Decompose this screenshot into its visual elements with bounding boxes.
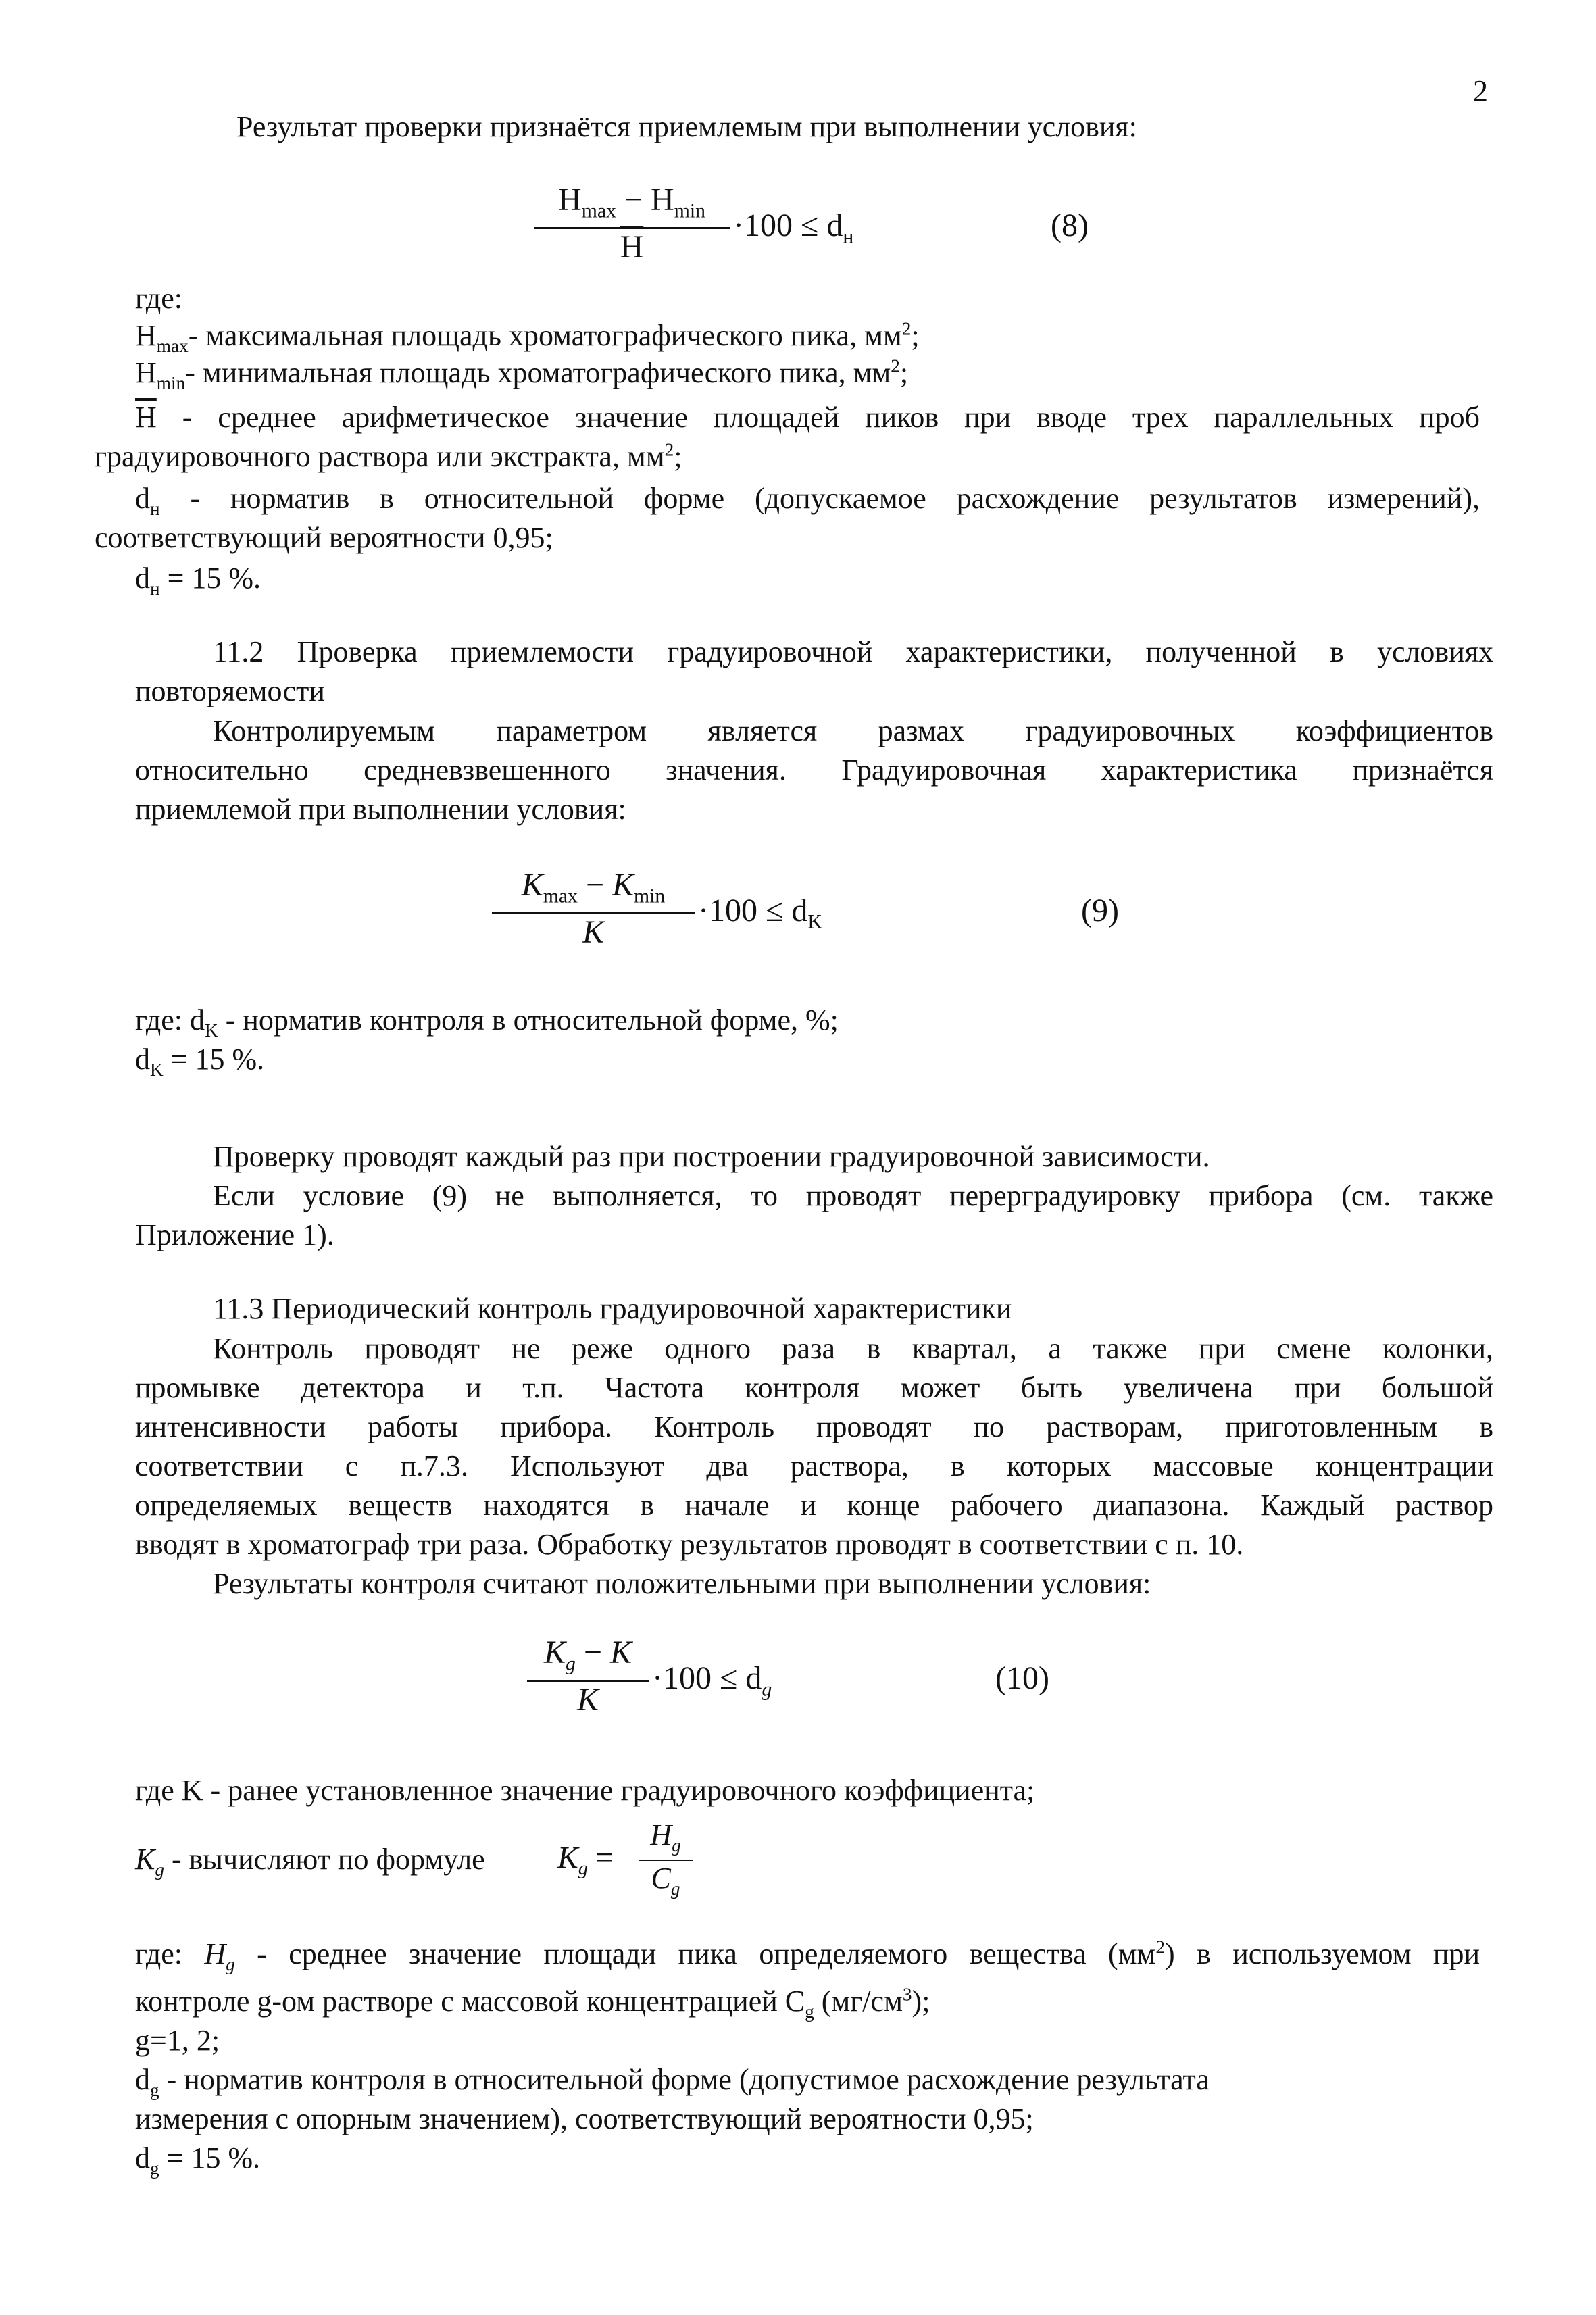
check-para-line3: Приложение 1).	[135, 1218, 334, 1251]
check-para-line2: Если условие (9) не выполняется, то проводят перерградуировку прибора (см. также	[213, 1179, 1493, 1212]
section-11-3-para-line4: соответствии с п.7.3. Используют два раствора, в которых массовые концентрации	[135, 1449, 1493, 1483]
hbar-definition-line1: $\overline{H}$ - среднее арифметическое значение площадей пиков при вводе трех параллельных проб	[135, 401, 1480, 434]
formula-10-denominator: K	[576, 1682, 599, 1718]
hmax-definition: $H_{max}-$ максимальная площадь хроматографического пика, $мм^2$;	[135, 318, 920, 356]
hmin-definition: $H_{min}-$ минимальная площадь хроматографического пика, $мм^2$;	[135, 355, 909, 393]
hg-definition-line1: где: $H_g$ - среднее значение площади пика определяемого вещества $(мм^2)$ в используемом при	[135, 1937, 1480, 1974]
kg-definition: $K_g$ - вычисляют по формуле	[135, 1843, 485, 1880]
kg-formula-denominator: $C_g$	[651, 1862, 680, 1899]
section-11-2-para-line1: Контролируемым параметром является размах градуировочных коэффициентов	[213, 714, 1493, 747]
formula-10-numerator: $K_g - K$	[544, 1635, 632, 1675]
dg-value: $d_g = 15$ %.	[135, 2141, 261, 2179]
dg-definition-line2: измерения с опорным значением), соответствующий вероятности 0,95;	[135, 2102, 1034, 2135]
section-11-3-para-line2: промывке детектора и т.п. Частота контроля может быть увеличена при большой	[135, 1371, 1493, 1404]
hg-definition-line2: контроле g-ом растворе с массовой концентрацией $C_g$ $(мг/см^3)$;	[135, 1984, 930, 2022]
section-11-3-para-line1: Контроль проводят не реже одного раза в квартал, а также при смене колонки,	[213, 1332, 1493, 1365]
section-11-3-para-line5: определяемых веществ находятся в начале и конце рабочего диапазона. Каждый раствор	[135, 1489, 1493, 1522]
formula-10-number: (10)	[995, 1660, 1049, 1696]
formula-8-denominator: $\overline{H}$	[620, 229, 644, 265]
kg-formula-left: $K_g$ =	[557, 1840, 614, 1880]
section-11-2-heading-line2: повторяемости	[135, 674, 325, 707]
section-11-3-heading: 11.3 Периодический контроль градуировочной характеристики	[213, 1292, 1012, 1325]
formula-8-rhs: $\cdot 100 \le d_н$	[733, 207, 854, 248]
dk-value: $d_K = 15$ %.	[135, 1043, 265, 1080]
section-11-2-para-line3: приемлемой при выполнении условия:	[135, 793, 626, 826]
g-values: g=1, 2;	[135, 2024, 220, 2057]
page-number: 2	[1473, 74, 1488, 107]
hbar-symbol: $\overline{H}$	[135, 401, 157, 434]
dh-value: $d_н = 15$ %.	[135, 562, 261, 599]
dh-definition-line1: $d_н$ - норматив в относительной форме (допускаемое расхождение результатов измерений),	[135, 482, 1480, 519]
section-11-3-para-line3: интенсивности работы прибора. Контроль проводят по растворам, приготовленным в	[135, 1410, 1493, 1443]
kg-formula-numerator: $H_g$	[650, 1818, 681, 1856]
formula-8-numerator: $H_{max} - H_{min}$	[558, 182, 705, 222]
formula-9-numerator: $K_{max} - K_{min}$	[521, 867, 666, 907]
formula-10-rhs: $\cdot 100 \le d_g$	[652, 1660, 772, 1701]
section-11-3-para-line6: вводят в хроматограф три раза. Обработку результатов проводят в соответствии с п. 10.	[135, 1528, 1244, 1561]
formula-8-number: (8)	[1051, 207, 1089, 243]
intro-line: Результат проверки признаётся приемлемым при выполнении условия:	[236, 110, 1137, 143]
formula-9-number: (9)	[1081, 893, 1119, 928]
k-definition: где K - ранее установленное значение градуировочного коэффициента;	[135, 1774, 1035, 1807]
hbar-definition-line2: градуировочного раствора или экстракта, $мм^2$;	[95, 439, 682, 473]
dh-definition-line2: соответствующий вероятности 0,95;	[95, 521, 553, 554]
where-label: где:	[135, 282, 182, 315]
formula-9-denominator: $\overline{K}$	[582, 914, 604, 950]
dk-definition: где: $d_K$ - норматив контроля в относительной форме, %;	[135, 1003, 839, 1041]
section-11-2-para-line2: относительно средневзвешенного значения. Градуировочная характеристика признаётся	[135, 753, 1493, 787]
check-para-line1: Проверку проводят каждый раз при построении градуировочной зависимости.	[213, 1140, 1210, 1173]
section-11-3-result-line: Результаты контроля считают положительными при выполнении условия:	[213, 1567, 1151, 1600]
section-11-2-heading-line1: 11.2 Проверка приемлемости градуировочной характеристики, полученной в условиях	[213, 635, 1493, 668]
formula-9-rhs: $\cdot 100 \le d_K$	[698, 893, 822, 933]
dg-definition-line1: $d_g$ - норматив контроля в относительной форме (допустимое расхождение результата	[135, 2063, 1210, 2100]
